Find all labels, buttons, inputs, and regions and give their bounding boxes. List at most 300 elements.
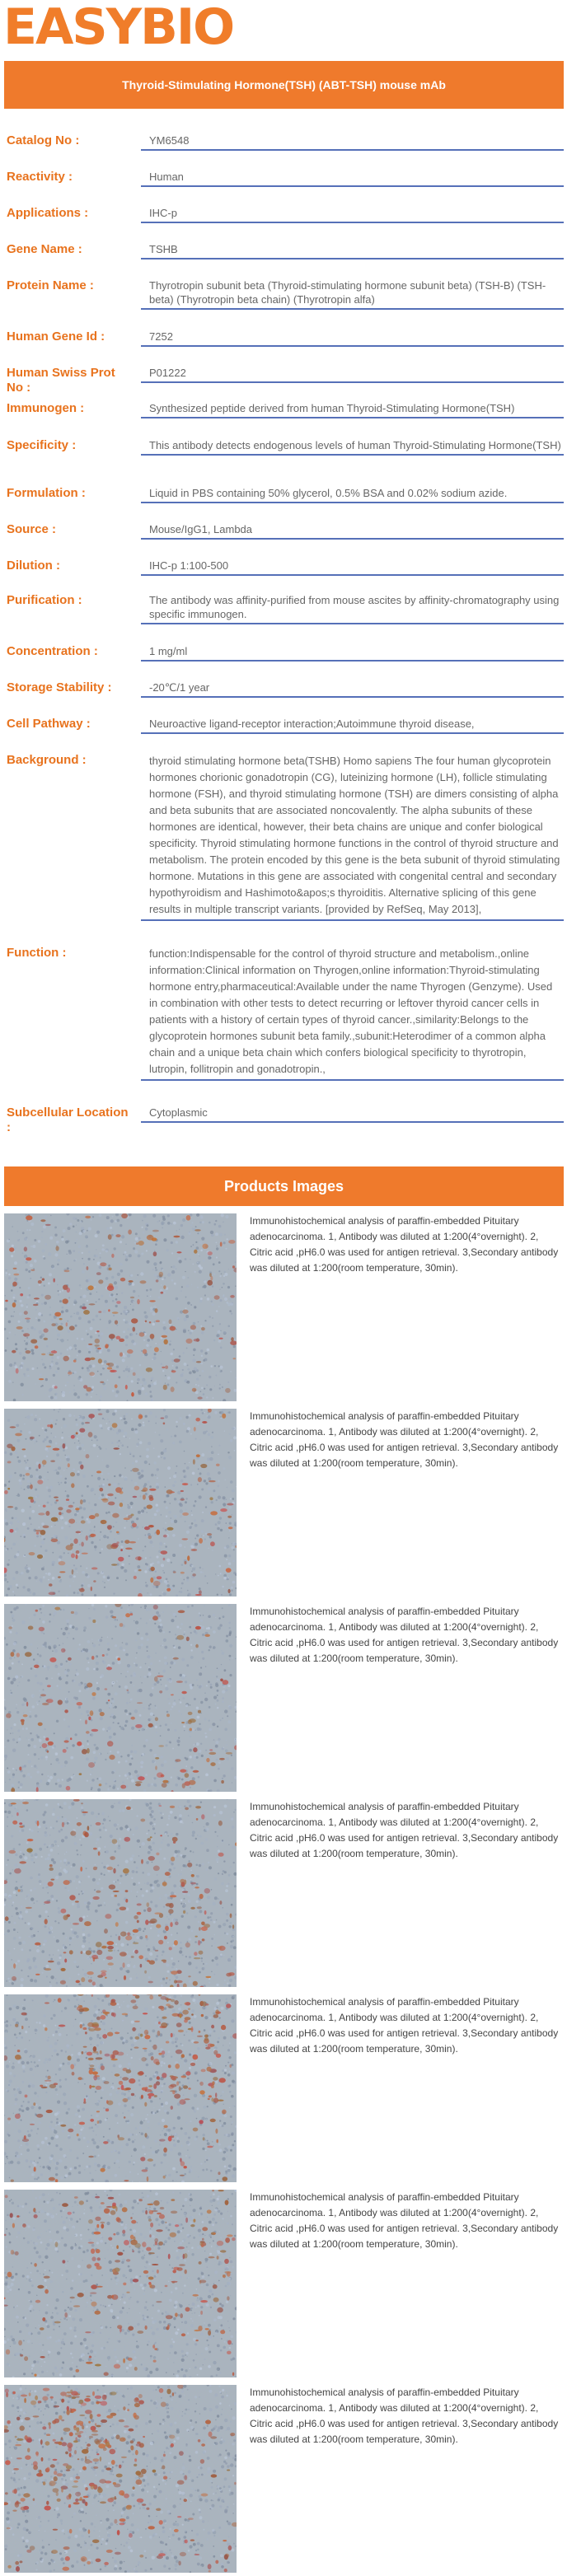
- tissue-cell: [129, 1254, 132, 1257]
- stained-cell: [115, 1321, 118, 1325]
- tissue-cell: [168, 2174, 171, 2176]
- stained-cell: [34, 1665, 40, 1668]
- tissue-cell: [223, 1283, 225, 1285]
- tissue-cell: [16, 1711, 19, 1713]
- tissue-cell: [122, 1809, 125, 1812]
- tissue-cell: [148, 1985, 149, 1987]
- tissue-cell: [224, 1728, 227, 1732]
- stained-cell: [91, 1587, 92, 1592]
- stained-cell: [47, 1751, 49, 1753]
- tissue-cell: [234, 2140, 236, 2142]
- tissue-cell: [76, 1669, 77, 1671]
- tissue-cell: [89, 2172, 91, 2174]
- tissue-cell: [177, 2116, 180, 2120]
- tissue-cell: [129, 1452, 132, 1455]
- tissue-cell: [52, 1813, 55, 1816]
- tissue-cell: [20, 1860, 21, 1861]
- stained-cell: [152, 1615, 158, 1620]
- tissue-cell: [39, 1330, 42, 1334]
- tissue-cell: [63, 1506, 67, 1509]
- tissue-cell: [78, 1881, 81, 1883]
- tissue-cell: [57, 2040, 58, 2041]
- tissue-cell: [119, 1827, 123, 1830]
- tissue-cell: [200, 1802, 202, 1803]
- stained-cell: [85, 1216, 91, 1218]
- tissue-cell: [22, 1727, 25, 1730]
- tissue-cell: [152, 1563, 154, 1565]
- stained-cell: [92, 1620, 96, 1623]
- stained-cell: [112, 1513, 119, 1518]
- tissue-cell: [102, 1823, 104, 1825]
- tissue-cell: [43, 1440, 45, 1442]
- stained-cell: [115, 1895, 118, 1897]
- tissue-cell: [54, 1234, 57, 1237]
- stained-cell: [163, 1285, 166, 1289]
- tissue-cell: [78, 1893, 80, 1895]
- tissue-cell: [87, 1933, 91, 1937]
- tissue-cell: [47, 1857, 50, 1860]
- stained-cell: [134, 1576, 137, 1579]
- tissue-cell: [148, 1481, 150, 1484]
- stained-cell: [196, 1818, 199, 1821]
- tissue-cell: [228, 1985, 231, 1987]
- tissue-cell: [148, 1872, 151, 1876]
- stained-cell: [45, 1295, 51, 1300]
- tissue-cell: [40, 1682, 43, 1685]
- tissue-cell: [116, 1909, 119, 1911]
- tissue-cell: [75, 1568, 77, 1570]
- tissue-cell: [125, 1368, 129, 1372]
- tissue-cell: [87, 1915, 88, 1917]
- tissue-cell: [161, 1284, 162, 1286]
- product-image-block: [4, 1213, 565, 1401]
- tissue-cell: [212, 1285, 213, 1287]
- stained-cell: [163, 1423, 166, 1425]
- tissue-cell: [230, 1866, 232, 1868]
- stained-cell: [108, 1949, 113, 1952]
- tissue-cell: [129, 2012, 131, 2014]
- tissue-cell: [176, 1968, 177, 1970]
- stained-cell: [127, 1349, 134, 1353]
- tissue-cell: [46, 1782, 49, 1785]
- tissue-cell: [193, 1851, 194, 1853]
- tissue-cell: [57, 1961, 60, 1965]
- tissue-cell: [114, 1950, 115, 1952]
- tissue-cell: [182, 1697, 185, 1699]
- tissue-cell: [175, 2037, 178, 2041]
- tissue-cell: [124, 1825, 128, 1828]
- tissue-cell: [179, 1814, 182, 1817]
- tissue-cell: [117, 1824, 119, 1826]
- tissue-cell: [204, 1320, 206, 1321]
- tissue-cell: [191, 2009, 194, 2013]
- stained-cell: [47, 1685, 51, 1687]
- tissue-cell: [110, 1610, 113, 1613]
- tissue-cell: [116, 2091, 119, 2094]
- tissue-cell: [209, 1751, 210, 1753]
- tissue-cell: [180, 1591, 183, 1593]
- stained-cell: [182, 1483, 188, 1485]
- tissue-cell: [84, 1973, 87, 1976]
- tissue-cell: [82, 1270, 85, 1274]
- tissue-cell: [38, 1832, 40, 1834]
- stained-cell: [42, 1743, 48, 1748]
- stained-cell: [79, 1773, 82, 1775]
- tissue-cell: [172, 1442, 175, 1444]
- tissue-cell: [176, 1626, 179, 1629]
- tissue-cell: [105, 1783, 107, 1785]
- tissue-cell: [106, 1479, 108, 1480]
- tissue-cell: [98, 1335, 100, 1336]
- tissue-cell: [16, 1584, 18, 1587]
- tissue-cell: [194, 1500, 197, 1503]
- tissue-cell: [47, 1892, 49, 1894]
- tissue-cell: [78, 1683, 82, 1686]
- tissue-cell: [58, 1559, 61, 1562]
- stained-cell: [37, 1554, 43, 1559]
- stained-cell: [116, 1541, 119, 1544]
- tissue-cell: [205, 1827, 209, 1830]
- tissue-cell: [46, 1486, 49, 1489]
- stained-cell: [207, 1533, 212, 1536]
- tissue-cell: [82, 1303, 85, 1306]
- stained-cell: [199, 1927, 201, 1930]
- tissue-cell: [82, 1499, 86, 1503]
- tissue-cell: [185, 1857, 187, 1858]
- stained-cell: [107, 1941, 115, 1945]
- tissue-cell: [173, 1884, 176, 1887]
- field-value: Mouse/IgG1, Lambda: [141, 522, 564, 540]
- tissue-cell: [214, 1411, 218, 1414]
- tissue-cell: [222, 1718, 223, 1719]
- tissue-cell: [222, 1690, 225, 1694]
- tissue-cell: [77, 1470, 80, 1473]
- tissue-cell: [15, 1962, 17, 1965]
- tissue-cell: [121, 1563, 124, 1566]
- tissue-cell: [54, 2130, 57, 2134]
- tissue-cell: [30, 1278, 31, 1279]
- tissue-cell: [97, 2077, 101, 2080]
- tissue-cell: [182, 1954, 184, 1956]
- tissue-cell: [131, 2044, 134, 2047]
- tissue-cell: [63, 1643, 64, 1644]
- tissue-cell: [123, 1628, 125, 1630]
- tissue-cell: [68, 1977, 70, 1979]
- tissue-cell: [86, 1518, 88, 1521]
- tissue-cell: [202, 2148, 204, 2150]
- tissue-cell: [57, 1334, 60, 1337]
- tissue-cell: [160, 1980, 162, 1982]
- tissue-cell: [131, 1380, 134, 1382]
- tissue-cell: [162, 1321, 165, 1324]
- tissue-cell: [102, 1418, 104, 1419]
- field-label: Purification :: [7, 593, 82, 607]
- tissue-cell: [58, 1673, 60, 1676]
- tissue-cell: [10, 1631, 12, 1634]
- tissue-cell: [130, 1502, 134, 1505]
- tissue-cell: [146, 1289, 148, 1292]
- tissue-cell: [205, 1666, 206, 1667]
- tissue-cell: [137, 1844, 138, 1846]
- tissue-cell: [209, 1706, 211, 1709]
- tissue-cell: [134, 1569, 137, 1572]
- tissue-cell: [159, 1547, 161, 1549]
- tissue-cell: [165, 1685, 167, 1687]
- tissue-cell: [92, 2149, 94, 2151]
- tissue-cell: [12, 2063, 14, 2064]
- stained-cell: [38, 1464, 40, 1469]
- tissue-cell: [171, 1241, 173, 1244]
- tissue-cell: [155, 1416, 157, 1418]
- stained-cell: [108, 1699, 110, 1701]
- tissue-cell: [134, 1620, 135, 1622]
- tissue-cell: [6, 1864, 7, 1866]
- stained-cell: [181, 1691, 186, 1695]
- tissue-cell: [113, 1429, 115, 1431]
- tissue-cell: [19, 2108, 22, 2111]
- tissue-cell: [112, 1216, 114, 1218]
- tissue-cell: [19, 1681, 21, 1683]
- tissue-cell: [16, 1704, 17, 1706]
- tissue-cell: [5, 1295, 6, 1296]
- tissue-cell: [204, 1732, 206, 1734]
- tissue-cell: [68, 2108, 70, 2111]
- tissue-cell: [101, 1473, 103, 1475]
- field-label: Storage Stability :: [7, 680, 112, 694]
- tissue-cell: [190, 1736, 191, 1737]
- tissue-cell: [13, 2004, 16, 2008]
- tissue-cell: [104, 1874, 105, 1876]
- tissue-cell: [5, 1349, 7, 1352]
- tissue-cell: [210, 1684, 213, 1686]
- tissue-cell: [136, 1278, 137, 1279]
- tissue-cell: [162, 1527, 164, 1529]
- tissue-cell: [91, 1440, 92, 1441]
- tissue-cell: [204, 1538, 206, 1540]
- tissue-cell: [73, 1389, 75, 1391]
- tissue-cell: [94, 1545, 97, 1549]
- stained-cell: [222, 1414, 226, 1419]
- tissue-cell: [16, 1424, 17, 1426]
- tissue-cell: [223, 1241, 226, 1244]
- stained-cell: [124, 1540, 129, 1544]
- tissue-cell: [41, 1294, 44, 1297]
- tissue-cell: [131, 1779, 134, 1783]
- tissue-cell: [7, 1811, 11, 1814]
- tissue-cell: [15, 1907, 17, 1910]
- tissue-cell: [229, 1310, 232, 1312]
- tissue-cell: [144, 1607, 146, 1609]
- tissue-cell: [201, 1339, 203, 1341]
- tissue-cell: [155, 1722, 157, 1724]
- tissue-cell: [140, 1272, 143, 1275]
- tissue-cell: [136, 1871, 138, 1873]
- tissue-cell: [70, 1316, 73, 1318]
- tissue-cell: [133, 1301, 134, 1302]
- stained-cell: [23, 1714, 28, 1717]
- tissue-cell: [48, 1775, 49, 1777]
- tissue-cell: [134, 1430, 138, 1433]
- tissue-cell: [67, 1822, 69, 1825]
- tissue-cell: [186, 1348, 188, 1349]
- tissue-cell: [101, 1332, 104, 1335]
- tissue-cell: [95, 1410, 98, 1413]
- stained-cell: [82, 1812, 88, 1813]
- tissue-cell: [86, 2166, 88, 2168]
- tissue-cell: [227, 1685, 230, 1687]
- tissue-cell: [64, 1671, 68, 1674]
- tissue-cell: [24, 1461, 26, 1462]
- tissue-cell: [18, 1787, 20, 1788]
- tissue-cell: [150, 1884, 152, 1886]
- stained-cell: [158, 1940, 163, 1945]
- tissue-cell: [226, 1757, 229, 1760]
- tissue-cell: [194, 1519, 196, 1522]
- tissue-cell: [39, 1914, 42, 1918]
- tissue-cell: [14, 1948, 16, 1950]
- tissue-cell: [27, 1975, 29, 1977]
- tissue-cell: [171, 2041, 175, 2045]
- tissue-cell: [97, 2164, 101, 2167]
- tissue-cell: [219, 1384, 221, 1386]
- tissue-cell: [151, 1399, 154, 1402]
- tissue-cell: [68, 1375, 70, 1377]
- tissue-cell: [11, 1959, 12, 1961]
- tissue-cell: [63, 1718, 66, 1721]
- tissue-cell: [17, 1494, 20, 1497]
- stained-cell: [101, 1946, 107, 1949]
- field-value: This antibody detects endogenous levels of human Thyroid-Stimulating Hormone(TSH): [141, 438, 564, 456]
- tissue-cell: [108, 1512, 110, 1514]
- tissue-cell: [57, 1541, 60, 1545]
- tissue-cell: [155, 1726, 157, 1728]
- stained-cell: [84, 1832, 89, 1837]
- stained-cell: [20, 1293, 23, 1296]
- tissue-cell: [107, 1788, 110, 1791]
- tissue-cell: [30, 1326, 33, 1329]
- stained-cell: [126, 1807, 131, 1810]
- tissue-cell: [82, 1416, 85, 1419]
- product-title: Thyroid-Stimulating Hormone(TSH) (ABT-TSH) mouse mAb: [4, 61, 564, 109]
- tissue-cell: [196, 1999, 199, 2003]
- tissue-cell: [224, 1554, 227, 1558]
- tissue-cell: [150, 1288, 152, 1291]
- stained-cell: [62, 1822, 64, 1827]
- tissue-cell: [70, 2168, 72, 2170]
- tissue-cell: [186, 1466, 190, 1470]
- tissue-cell: [14, 2034, 16, 2036]
- tissue-cell: [191, 1284, 193, 1286]
- tissue-cell: [55, 2031, 58, 2033]
- tissue-cell: [226, 1635, 228, 1638]
- tissue-cell: [119, 1967, 123, 1971]
- stained-cell: [96, 1822, 101, 1826]
- tissue-cell: [104, 1902, 105, 1904]
- tissue-cell: [58, 1907, 60, 1910]
- tissue-cell: [173, 1475, 176, 1478]
- stained-cell: [86, 1731, 90, 1734]
- tissue-cell: [120, 2149, 123, 2152]
- ihc-image: [4, 1409, 237, 1597]
- stained-cell: [233, 1358, 237, 1359]
- tissue-cell: [68, 1726, 70, 1728]
- tissue-cell: [162, 1227, 163, 1229]
- tissue-cell: [150, 1662, 153, 1666]
- stained-cell: [80, 1867, 82, 1872]
- tissue-cell: [55, 2173, 58, 2176]
- tissue-cell: [201, 2117, 204, 2120]
- stained-cell: [89, 1303, 96, 1305]
- tissue-cell: [129, 1858, 133, 1861]
- tissue-cell: [108, 1731, 109, 1732]
- tissue-cell: [40, 1780, 43, 1784]
- stained-cell: [71, 1611, 74, 1614]
- tissue-cell: [87, 1957, 90, 1960]
- tissue-cell: [65, 2078, 68, 2081]
- tissue-cell: [146, 1727, 148, 1729]
- tissue-cell: [78, 1461, 82, 1465]
- tissue-cell: [49, 2170, 51, 2172]
- field-value: Human: [141, 170, 564, 187]
- tissue-cell: [14, 1557, 15, 1558]
- tissue-cell: [222, 1697, 224, 1699]
- tissue-cell: [6, 2156, 8, 2158]
- stained-cell: [155, 1308, 158, 1313]
- tissue-cell: [40, 1373, 42, 1376]
- tissue-cell: [41, 1774, 43, 1775]
- tissue-cell: [8, 1380, 12, 1383]
- tissue-cell: [77, 1219, 79, 1222]
- tissue-cell: [42, 1363, 45, 1366]
- tissue-cell: [54, 1649, 58, 1653]
- tissue-cell: [83, 1322, 85, 1324]
- tissue-cell: [224, 1933, 226, 1934]
- tissue-cell: [25, 1922, 26, 1924]
- tissue-cell: [30, 1414, 33, 1416]
- tissue-cell: [156, 1510, 158, 1512]
- tissue-cell: [160, 2134, 162, 2136]
- tissue-cell: [99, 1552, 101, 1554]
- ihc-image: [4, 1604, 237, 1792]
- tissue-cell: [149, 1557, 151, 1559]
- tissue-cell: [157, 1955, 159, 1957]
- tissue-cell: [162, 1951, 164, 1953]
- tissue-cell: [83, 1450, 85, 1452]
- tissue-cell: [213, 1263, 215, 1265]
- tissue-cell: [157, 1456, 160, 1458]
- tissue-cell: [196, 2059, 197, 2060]
- tissue-cell: [134, 1250, 138, 1253]
- tissue-cell: [16, 1632, 18, 1634]
- tissue-cell: [131, 1942, 133, 1943]
- tissue-cell: [199, 1999, 201, 2001]
- tissue-cell: [106, 1536, 109, 1539]
- tissue-cell: [190, 1766, 193, 1769]
- tissue-cell: [26, 1485, 30, 1489]
- tissue-cell: [7, 1564, 9, 1566]
- tissue-cell: [7, 1671, 8, 1672]
- tissue-cell: [229, 1925, 232, 1928]
- tissue-cell: [156, 1483, 159, 1486]
- stained-cell: [119, 1952, 127, 1957]
- stained-cell: [59, 1561, 66, 1565]
- tissue-cell: [199, 1255, 200, 1256]
- tissue-cell: [78, 1540, 80, 1542]
- tissue-cell: [176, 1875, 177, 1877]
- tissue-cell: [187, 1365, 189, 1367]
- tissue-cell: [14, 1595, 16, 1597]
- tissue-cell: [16, 1741, 18, 1743]
